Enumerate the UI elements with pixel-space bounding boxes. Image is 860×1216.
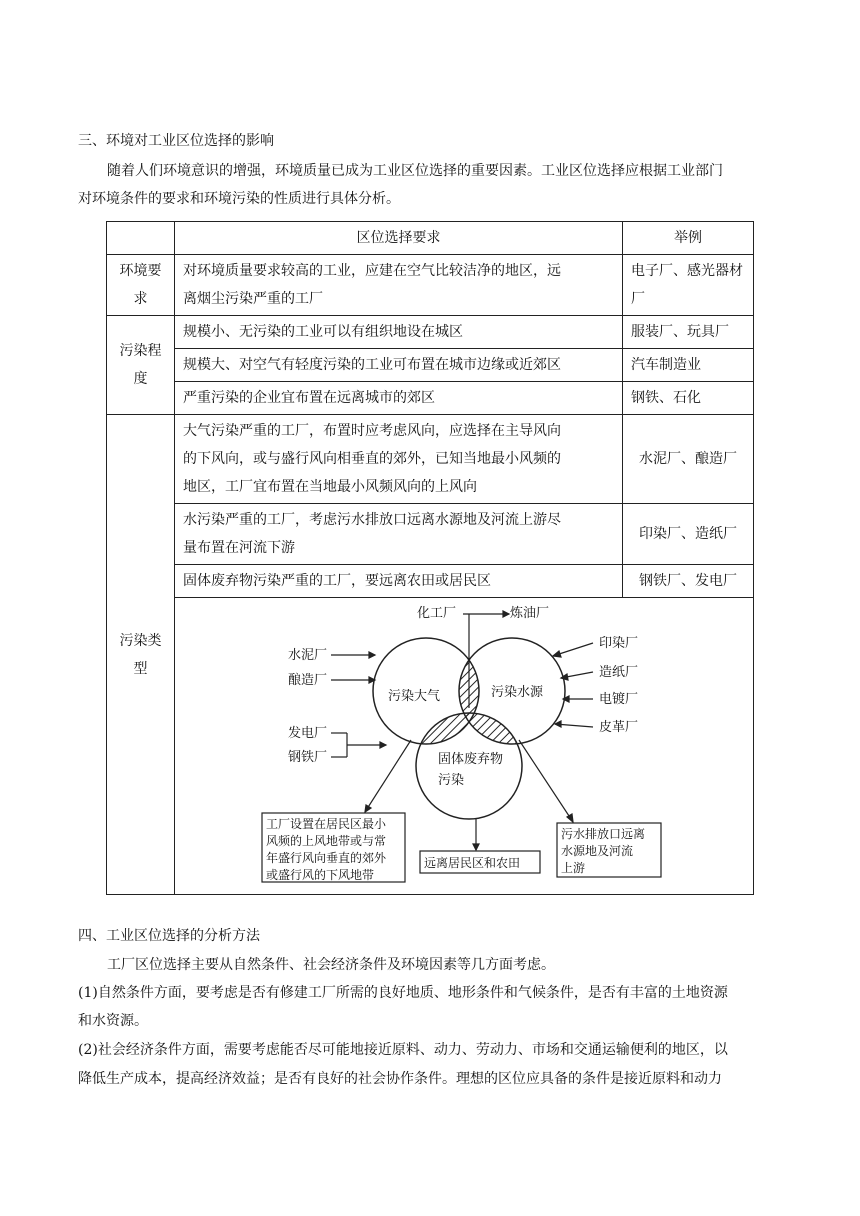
env-req-line2: 离烟尘污染严重的工厂	[183, 291, 323, 307]
table-row	[107, 349, 754, 382]
pollution-type-label: 污染类型	[107, 415, 175, 895]
location-requirement-table	[106, 221, 754, 895]
water-req-line1: 水污染严重的工厂，考虑污水排放口远离水源地及河流上游尽	[183, 512, 561, 528]
pollution-degree-label: 污染程度	[107, 316, 175, 415]
note-air-line1: 工厂设置在居民区最小	[266, 817, 387, 831]
circle-water-label: 污染水源	[491, 685, 544, 700]
solid-req: 固体废弃物污染严重的工厂，要远离农田或居民区	[175, 565, 623, 598]
section4-p1: 工厂区位选择主要从自然条件、社会经济条件及环境因素等几方面考虑。	[107, 957, 555, 973]
label-plating-plant: 电镀厂	[599, 692, 639, 707]
table-row	[107, 255, 754, 316]
section4-p3-line1: (2)社会经济条件方面，需要考虑能否尽可能地接近原料、动力、劳动力、市场和交通运输便利的地区，以	[78, 1042, 728, 1058]
air-example: 水泥厂、酿造厂	[623, 415, 754, 504]
env-req-line1: 对环境质量要求较高的工业，应建在空气比较洁净的地区，远	[183, 263, 561, 279]
env-ex-line1: 电子厂、感光器材	[631, 263, 743, 279]
table-row	[107, 565, 754, 598]
circle-air-label: 污染大气	[388, 689, 441, 704]
note-air-line3: 年盛行风向垂直的郊外	[266, 851, 387, 865]
degree-ex-1: 服装厂、玩具厂	[623, 316, 754, 349]
degree-req-1: 规模小、无污染的工业可以有组织地设在城区	[175, 316, 623, 349]
table-row	[107, 504, 754, 565]
section3-intro-line2: 对环境条件的要求和环境污染的性质进行具体分析。	[78, 191, 400, 207]
circle-solid-label-1: 固体废弃物	[438, 752, 504, 767]
env-req-label: 环境要求	[107, 255, 175, 316]
section4-p3-line2: 降低生产成本，提高经济效益；是否有良好的社会协作条件。理想的区位应具备的条件是接近原料和动力	[78, 1071, 722, 1087]
section4-p2-line2: 和水资源。	[78, 1013, 148, 1029]
label-brewery: 酿造厂	[288, 673, 328, 688]
table-row	[107, 415, 754, 504]
pollution-venn-diagram	[183, 600, 745, 892]
label-chemical-plant: 化工厂	[417, 606, 457, 621]
label-power-plant: 发电厂	[288, 726, 328, 741]
air-req-line3: 地区，工厂宜布置在当地最小风频风向的上风向	[183, 479, 477, 495]
water-example: 印染厂、造纸厂	[623, 504, 754, 565]
header-example: 举例	[623, 222, 754, 255]
section3-intro-line1: 随着人们环境意识的增强，环境质量已成为工业区位选择的重要因素。工业区位选择应根据工业部门	[107, 163, 723, 179]
label-tannery: 皮革厂	[599, 720, 639, 735]
table-row	[107, 598, 754, 895]
note-solid-text: 远离居民区和农田	[424, 856, 521, 870]
label-paper-mill: 造纸厂	[599, 665, 639, 680]
label-dyeing-plant: 印染厂	[599, 636, 639, 651]
degree-req-2: 规模大、对空气有轻度污染的工业可布置在城市边缘或近郊区	[175, 349, 623, 382]
env-ex-line2: 厂	[631, 291, 645, 307]
water-req-line2: 量布置在河流下游	[183, 540, 295, 556]
env-req-example	[623, 255, 754, 316]
note-water-line3: 上游	[561, 861, 586, 875]
water-req	[175, 504, 623, 565]
label-cement-plant: 水泥厂	[288, 648, 328, 663]
degree-ex-3: 钢铁、石化	[623, 382, 754, 415]
note-air-line2: 风频的上风地带或与常	[266, 834, 387, 848]
table-header-row	[107, 222, 754, 255]
air-req-line1: 大气污染严重的工厂，布置时应考虑风向，应选择在主导风向	[183, 423, 561, 439]
pollution-diagram-cell	[175, 598, 754, 895]
note-water-line1: 污水排放口远离	[561, 827, 646, 841]
note-water-line2: 水源地及河流	[561, 844, 634, 858]
degree-req-3: 严重污染的企业宜布置在远离城市的郊区	[175, 382, 623, 415]
air-req-line2: 的下风向，或与盛行风向相垂直的郊外，已知当地最小风频的	[183, 451, 561, 467]
degree-ex-2: 汽车制造业	[623, 349, 754, 382]
section3-heading: 三、环境对工业区位选择的影响	[78, 133, 274, 149]
section4-p2-line1: (1)自然条件方面，要考虑是否有修建工厂所需的良好地质、地形条件和气候条件，是否有丰富的土地资源	[78, 985, 728, 1001]
note-air-line4: 或盛行风的下风地带	[266, 868, 375, 882]
label-steel-plant: 钢铁厂	[288, 750, 328, 765]
label-refinery: 炼油厂	[510, 606, 550, 621]
env-req-text	[175, 255, 623, 316]
section4-heading: 四、工业区位选择的分析方法	[78, 928, 260, 944]
air-req	[175, 415, 623, 504]
table-row	[107, 382, 754, 415]
circle-solid-label-2: 污染	[438, 773, 465, 788]
table-row	[107, 316, 754, 349]
header-blank-cell	[107, 222, 175, 255]
solid-example: 钢铁厂、发电厂	[623, 565, 754, 598]
header-requirement: 区位选择要求	[175, 222, 623, 255]
